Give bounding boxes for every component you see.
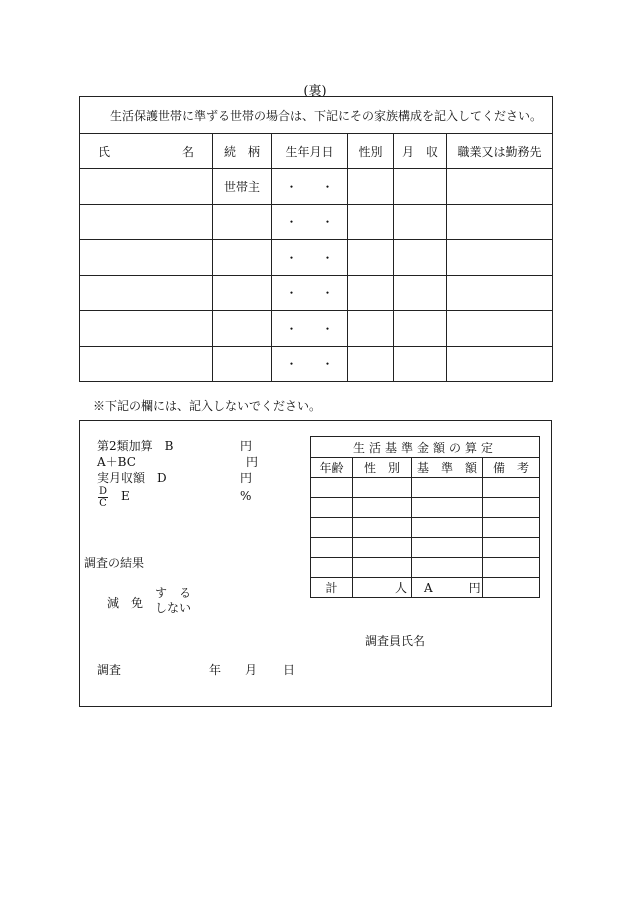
date-dot: ・ <box>321 250 334 265</box>
calc-row <box>311 478 540 498</box>
family-row <box>80 346 553 382</box>
sex-cell[interactable] <box>348 311 394 347</box>
survey-month-label: 月 <box>245 663 258 677</box>
calc-cell[interactable] <box>483 518 540 538</box>
name-cell[interactable] <box>80 169 213 205</box>
ratio-e-label: E <box>121 489 130 503</box>
survey-result-label: 調査の結果 <box>84 556 145 570</box>
calc-cell[interactable] <box>353 518 412 538</box>
income-cell[interactable] <box>394 204 447 240</box>
office-use-note: ※下記の欄には、記入しないでください。 <box>93 399 322 413</box>
birthdate-cell[interactable] <box>272 346 348 382</box>
calc-header-sex: 性 別 <box>353 458 412 478</box>
family-row <box>80 275 553 311</box>
family-row <box>80 204 553 240</box>
birthdate-cell[interactable] <box>272 240 348 276</box>
name-cell[interactable] <box>80 275 213 311</box>
calc-cell[interactable] <box>311 558 353 578</box>
a-plus-bc-label: A＋BC <box>97 455 136 469</box>
date-dot: ・ <box>321 286 334 301</box>
calc-total-a: A <box>424 581 433 595</box>
calc-total-label: 計 <box>311 578 353 598</box>
d-over-c-fraction <box>98 486 108 509</box>
calc-row <box>311 558 540 578</box>
relation-cell[interactable] <box>213 346 272 382</box>
income-cell[interactable] <box>394 346 447 382</box>
calc-total-yen: 円 <box>468 581 481 595</box>
survey-date-label: 調査 <box>97 663 122 677</box>
calc-cell[interactable] <box>483 538 540 558</box>
relation-cell[interactable] <box>213 311 272 347</box>
calc-cell[interactable] <box>353 538 412 558</box>
calc-cell[interactable] <box>353 478 412 498</box>
date-dot: ・ <box>285 250 298 265</box>
family-row <box>80 169 553 205</box>
header-occupation: 職業又は勤務先 <box>447 134 553 169</box>
calc-cell[interactable] <box>412 498 483 518</box>
date-dot: ・ <box>285 286 298 301</box>
date-dot: ・ <box>285 357 298 372</box>
actual-income-unit: 円 <box>240 471 253 485</box>
class2-addition-label: 第2類加算 B <box>97 439 174 453</box>
standard-amount-table <box>310 436 540 598</box>
calc-cell[interactable] <box>353 498 412 518</box>
income-cell[interactable] <box>394 275 447 311</box>
calc-cell[interactable] <box>311 498 353 518</box>
income-cell[interactable] <box>394 240 447 276</box>
relation-cell: 世帯主 <box>213 169 272 205</box>
calc-cell[interactable] <box>311 478 353 498</box>
header-name: 氏 名 <box>80 134 213 169</box>
calc-total-amount <box>412 578 483 598</box>
calc-cell[interactable] <box>311 538 353 558</box>
occupation-cell[interactable] <box>447 346 553 382</box>
family-row <box>80 311 553 347</box>
calc-cell[interactable] <box>311 518 353 538</box>
calc-cell[interactable] <box>412 558 483 578</box>
name-cell[interactable] <box>80 346 213 382</box>
sex-cell[interactable] <box>348 169 394 205</box>
actual-income-label: 実月収額 D <box>97 471 167 485</box>
header-birthdate: 生年月日 <box>272 134 348 169</box>
date-dot: ・ <box>285 321 298 336</box>
a-plus-bc-unit: 円 <box>246 455 259 469</box>
class2-addition-unit: 円 <box>240 439 253 453</box>
calc-row <box>311 498 540 518</box>
sex-cell[interactable] <box>348 240 394 276</box>
income-cell[interactable] <box>394 169 447 205</box>
calc-cell[interactable] <box>483 478 540 498</box>
family-row <box>80 240 553 276</box>
family-table <box>79 96 553 382</box>
investigator-name-label: 調査員氏名 <box>365 634 426 648</box>
birthdate-cell[interactable] <box>272 204 348 240</box>
calc-cell[interactable] <box>412 538 483 558</box>
family-intro: 生活保護世帯に準ずる世帯の場合は、下記にその家族構成を記入してください。 <box>80 97 553 134</box>
name-cell[interactable] <box>80 240 213 276</box>
calc-header-remarks: 備 考 <box>483 458 540 478</box>
fraction-numerator: D <box>98 486 108 497</box>
calc-header-standard: 基 準 額 <box>412 458 483 478</box>
occupation-cell[interactable] <box>447 240 553 276</box>
standard-amount-title: 生活基準金額の算定 <box>311 437 540 458</box>
date-dot: ・ <box>321 321 334 336</box>
date-dot: ・ <box>285 179 298 194</box>
calc-cell[interactable] <box>483 498 540 518</box>
sex-cell[interactable] <box>348 346 394 382</box>
income-cell[interactable] <box>394 311 447 347</box>
birthdate-cell[interactable] <box>272 169 348 205</box>
header-relation: 続 柄 <box>213 134 272 169</box>
calc-cell[interactable] <box>412 518 483 538</box>
page-label: (裏) <box>303 84 327 99</box>
calc-row <box>311 538 540 558</box>
sex-cell[interactable] <box>348 275 394 311</box>
occupation-cell[interactable] <box>447 275 553 311</box>
date-dot: ・ <box>321 357 334 372</box>
ratio-e-unit: % <box>240 489 252 503</box>
relation-cell[interactable] <box>213 275 272 311</box>
calc-header-age: 年齢 <box>311 458 353 478</box>
relation-cell[interactable] <box>213 240 272 276</box>
header-sex: 性別 <box>348 134 394 169</box>
header-income: 月 収 <box>394 134 447 169</box>
date-dot: ・ <box>285 215 298 230</box>
name-cell[interactable] <box>80 204 213 240</box>
survey-year-label: 年 <box>209 663 222 677</box>
calc-total-row <box>311 578 540 598</box>
birthdate-cell[interactable] <box>272 275 348 311</box>
calc-total-remarks[interactable] <box>483 578 540 598</box>
calc-cell[interactable] <box>483 558 540 578</box>
fraction-denominator: C <box>99 498 107 509</box>
date-dot: ・ <box>321 179 334 194</box>
survey-day-label: 日 <box>283 663 296 677</box>
birthdate-cell[interactable] <box>272 311 348 347</box>
occupation-cell[interactable] <box>447 169 553 205</box>
calc-cell[interactable] <box>412 478 483 498</box>
reduction-label: 減 免 <box>107 596 144 610</box>
calc-cell[interactable] <box>353 558 412 578</box>
name-cell[interactable] <box>80 311 213 347</box>
reduction-option-no[interactable]: しない <box>155 601 192 615</box>
occupation-cell[interactable] <box>447 204 553 240</box>
reduction-option-yes[interactable]: す る <box>155 586 192 600</box>
calc-row <box>311 518 540 538</box>
occupation-cell[interactable] <box>447 311 553 347</box>
relation-cell[interactable] <box>213 204 272 240</box>
calc-total-person: 人 <box>353 578 412 598</box>
date-dot: ・ <box>321 215 334 230</box>
sex-cell[interactable] <box>348 204 394 240</box>
